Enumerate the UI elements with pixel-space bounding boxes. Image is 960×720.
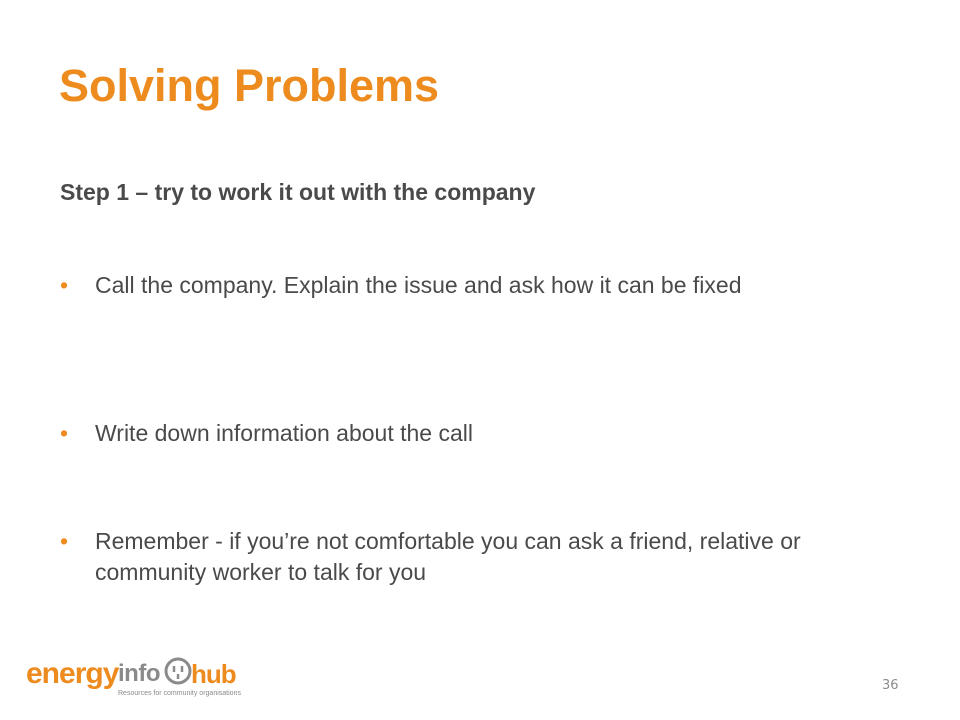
bullet-text: Write down information about the call: [95, 420, 473, 446]
power-plug-icon: [166, 659, 190, 683]
bullet-text: Call the company. Explain the issue and ask how it can be fixed: [95, 272, 742, 298]
logo-word-info: info: [118, 660, 160, 687]
bullet-dot-icon: •: [60, 272, 69, 298]
slide-title: Solving Problems: [59, 60, 440, 111]
bullet-dot-icon: •: [60, 528, 69, 554]
logo-word-hub: hub: [191, 659, 236, 689]
energyinfohub-logo: [26, 650, 241, 700]
bullet-item-call-company: [60, 270, 890, 301]
slide-subtitle: Step 1 – try to work it out with the company: [60, 179, 536, 205]
bullet-item-remember: [60, 526, 890, 588]
bullet-text: Remember - if you’re not comfortable you can ask a friend, relative or community worker to talk for you: [95, 528, 801, 585]
logo-tagline: Resources for community organisations: [118, 690, 241, 697]
bullet-item-write-down: [60, 418, 890, 449]
logo-word-energy: energy: [26, 657, 119, 690]
bullet-dot-icon: •: [60, 420, 69, 446]
page-number: 36: [882, 678, 899, 693]
